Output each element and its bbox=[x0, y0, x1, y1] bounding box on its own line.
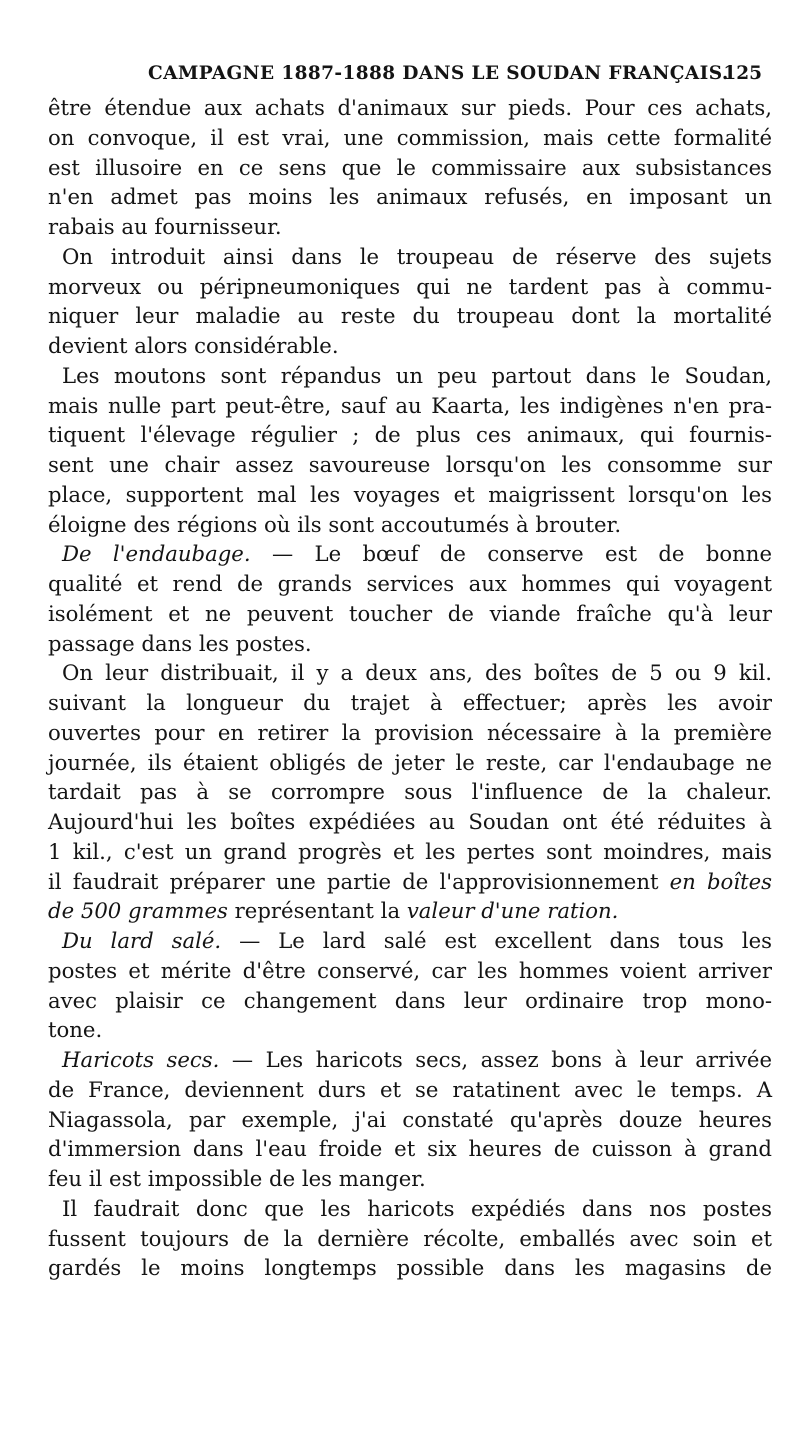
text-run: qualité et rend de grands services aux hommes qui voyagent bbox=[48, 571, 772, 596]
text-run: rabais au fournisseur. bbox=[48, 214, 282, 239]
text-line bbox=[48, 1253, 772, 1283]
text-line bbox=[48, 1134, 772, 1164]
text-run: niquer leur maladie au reste du troupeau dont la mortalité bbox=[48, 303, 772, 329]
text-run: il faudrait préparer une partie de l'approvisionnement bbox=[48, 868, 670, 894]
text-line bbox=[48, 212, 772, 242]
running-title: CAMPAGNE 1887-1888 DANS LE SOUDAN FRANÇAIS. bbox=[148, 63, 729, 84]
text-line bbox=[48, 539, 772, 569]
text-line bbox=[48, 1105, 772, 1135]
text-run: — Les haricots secs, assez bons à leur arrivée bbox=[219, 1047, 772, 1072]
text-run: place, supportent mal les voyages et maigrissent lorsqu'on les bbox=[48, 481, 772, 507]
text-run: tiquent l'élevage régulier ; de plus ces animaux, qui fournis- bbox=[48, 422, 772, 448]
text-line bbox=[48, 718, 772, 748]
text-run: suivant la longueur du trajet à effectuer; après les avoir bbox=[48, 690, 772, 715]
text-run: tardait pas à se corrompre sous l'influence de la chaleur. bbox=[48, 779, 772, 805]
text-run: on convoque, il est vrai, une commission, mais cette formalité bbox=[48, 124, 772, 150]
italic-run: Du lard salé. bbox=[62, 928, 222, 953]
text-run: éloigne des régions où ils sont accoutumés à brouter. bbox=[48, 511, 622, 537]
text-run: être étendue aux achats d'animaux sur pieds. Pour ces achats, bbox=[48, 95, 772, 120]
page-number: 125 bbox=[723, 63, 762, 84]
text-run: — Le lard salé est excellent dans tous les bbox=[221, 928, 772, 953]
text-line bbox=[48, 123, 772, 153]
text-run: représentant la bbox=[227, 898, 407, 924]
text-run: postes et mérite d'être conservé, car les hommes voient arriver bbox=[48, 957, 772, 983]
text-line bbox=[48, 748, 772, 778]
text-line bbox=[48, 807, 772, 837]
text-run: morveux ou péripneumoniques qui ne tardent pas à commu- bbox=[48, 273, 772, 299]
text-line bbox=[48, 569, 772, 599]
text-line bbox=[48, 956, 772, 986]
text-run: d'immersion dans l'eau froide et six heures de cuisson à grand bbox=[48, 1136, 772, 1162]
text-run: On introduit ainsi dans le troupeau de réserve des sujets bbox=[62, 243, 772, 269]
text-run: — Le bœuf de conserve est de bonne bbox=[250, 541, 772, 567]
page-header bbox=[0, 57, 800, 91]
text-line bbox=[48, 1075, 772, 1105]
text-run: tone. bbox=[48, 1017, 103, 1043]
text-run: fussent toujours de la dernière récolte, emballés avec soin et bbox=[48, 1225, 772, 1251]
italic-run: valeur d'une ration. bbox=[406, 898, 619, 924]
text-line bbox=[48, 182, 772, 212]
text-line bbox=[48, 1015, 772, 1045]
text-run: isolément et ne peuvent toucher de viande fraîche qu'à leur bbox=[48, 600, 772, 626]
body-text bbox=[48, 93, 772, 1283]
text-run: 1 kil., c'est un grand progrès et les pertes sont moindres, mais bbox=[48, 838, 772, 864]
text-line bbox=[48, 391, 772, 421]
text-line bbox=[48, 510, 772, 540]
text-run: feu il est impossible de les manger. bbox=[48, 1166, 426, 1191]
text-line bbox=[48, 480, 772, 510]
text-line bbox=[48, 420, 772, 450]
text-line bbox=[48, 986, 772, 1016]
text-line bbox=[48, 450, 772, 480]
text-run: mais nulle part peut-être, sauf au Kaarta, les indigènes n'en pra- bbox=[48, 392, 772, 418]
text-run: sent une chair assez savoureuse lorsqu'on les consomme sur bbox=[48, 452, 772, 477]
text-run: de France, deviennent durs et se ratatinent avec le temps. A bbox=[48, 1076, 772, 1102]
text-run: est illusoire en ce sens que le commissaire aux subsistances bbox=[48, 154, 772, 180]
text-line bbox=[48, 301, 772, 331]
text-line bbox=[48, 1045, 772, 1075]
text-line bbox=[48, 837, 772, 867]
text-line bbox=[48, 331, 772, 361]
text-line bbox=[48, 1164, 772, 1194]
text-line bbox=[48, 926, 772, 956]
italic-run: de 500 grammes bbox=[48, 898, 228, 924]
text-line bbox=[48, 1224, 772, 1254]
text-run: avec plaisir ce changement dans leur ordinaire trop mono- bbox=[48, 987, 772, 1013]
text-line bbox=[48, 629, 772, 659]
text-run: ouvertes pour en retirer la provision nécessaire à la première bbox=[48, 719, 772, 745]
text-line bbox=[48, 658, 772, 688]
italic-run: De l'endaubage. bbox=[62, 541, 251, 567]
text-line bbox=[48, 1194, 772, 1224]
text-run: journée, ils étaient obligés de jeter le reste, car l'endaubage ne bbox=[48, 749, 772, 775]
text-run: gardés le moins longtemps possible dans les magasins de bbox=[48, 1255, 772, 1281]
text-line bbox=[48, 688, 772, 718]
text-line bbox=[48, 242, 772, 272]
text-run: n'en admet pas moins les animaux refusés, en imposant un bbox=[48, 184, 772, 210]
text-run: passage dans les postes. bbox=[48, 630, 312, 656]
text-line bbox=[48, 867, 772, 897]
text-line bbox=[48, 777, 772, 807]
text-line bbox=[48, 153, 772, 183]
italic-run: Haricots secs. bbox=[62, 1047, 220, 1072]
text-run: On leur distribuait, il y a deux ans, des boîtes de 5 ou 9 kil. bbox=[62, 660, 772, 686]
text-run: devient alors considérable. bbox=[48, 333, 339, 358]
text-line bbox=[48, 93, 772, 123]
text-run: Aujourd'hui les boîtes expédiées au Soudan ont été réduites à bbox=[48, 809, 772, 834]
text-run: Les moutons sont répandus un peu partout dans le Soudan, bbox=[62, 362, 772, 388]
italic-run: en boîtes bbox=[669, 868, 772, 894]
text-line bbox=[48, 896, 772, 926]
text-line bbox=[48, 361, 772, 391]
text-run: Il faudrait donc que les haricots expédiés dans nos postes bbox=[62, 1195, 772, 1221]
text-line bbox=[48, 272, 772, 302]
text-run: Niagassola, par exemple, j'ai constaté qu'après douze heures bbox=[48, 1106, 772, 1132]
text-line bbox=[48, 599, 772, 629]
